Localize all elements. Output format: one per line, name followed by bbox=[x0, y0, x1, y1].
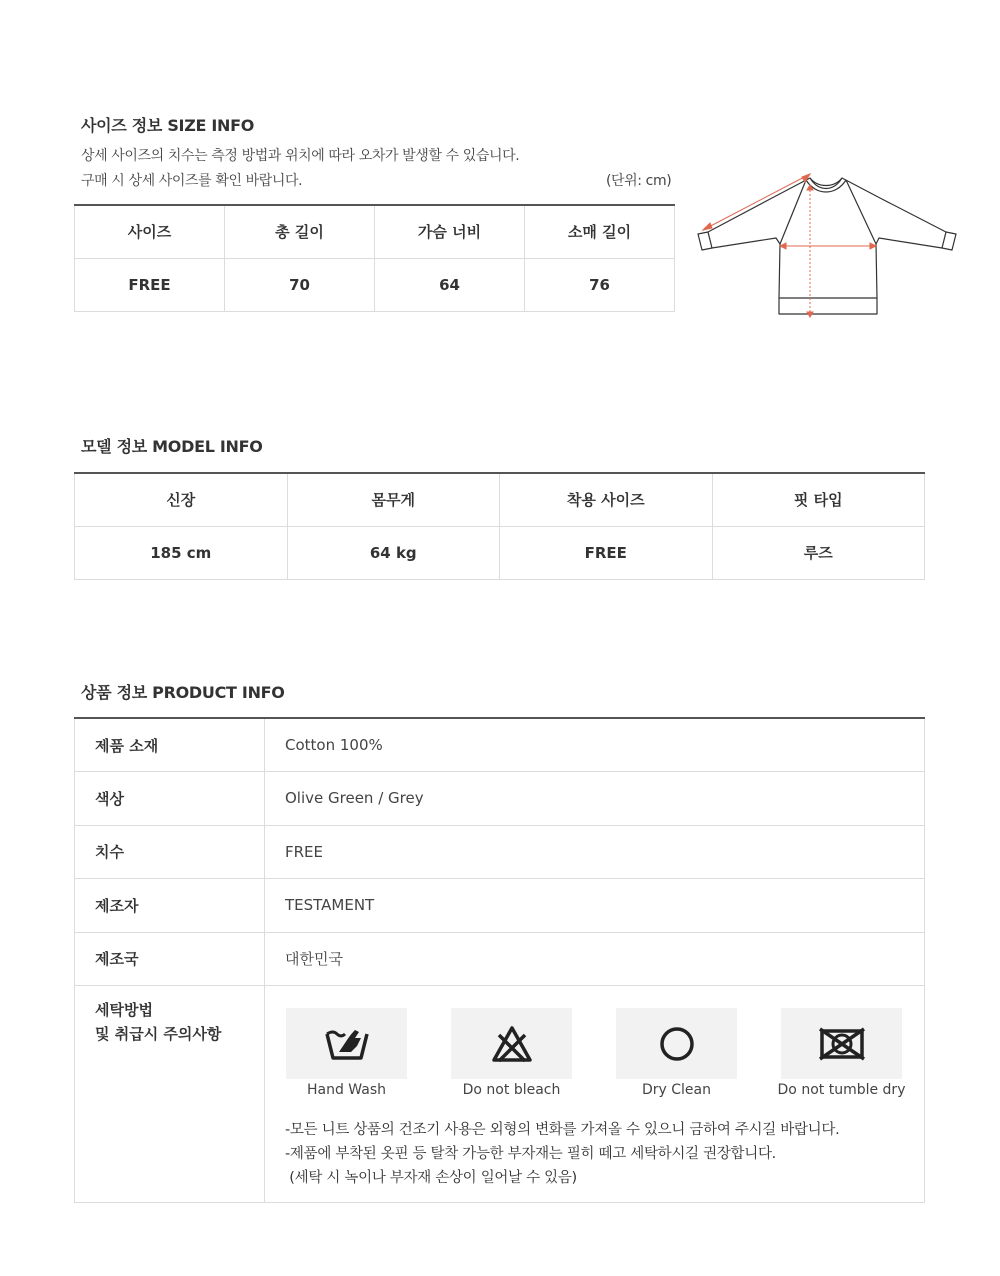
wash-note: -모든 니트 상품의 건조기 사용은 외형의 변화를 가져올 수 있으니 금하여 주시길 바랍니다. bbox=[285, 1122, 840, 1138]
sweater-measurement-illustration bbox=[694, 168, 960, 318]
wash-label-line-2: 및 취급시 주의사항 bbox=[95, 1025, 222, 1043]
product-label-size: 치수 bbox=[75, 825, 265, 879]
size-info-title: 사이즈 정보 SIZE INFO bbox=[81, 116, 255, 135]
size-cell: 70 bbox=[225, 258, 375, 311]
product-label-country: 제조국 bbox=[75, 932, 265, 986]
size-info-desc-1: 상세 사이즈의 치수는 측정 방법과 위치에 따라 오차가 발생할 수 있습니다. bbox=[81, 148, 520, 164]
wash-item-label: Do not tumble dry bbox=[777, 1082, 906, 1098]
product-value-manufacturer: TESTAMENT bbox=[265, 879, 925, 933]
size-table bbox=[74, 204, 675, 312]
size-header-cell: 소매 길이 bbox=[525, 205, 675, 258]
product-label-wash bbox=[75, 986, 265, 1203]
size-unit: (단위: cm) bbox=[606, 173, 672, 189]
wash-item-label: Do not bleach bbox=[462, 1082, 561, 1098]
size-cell: FREE bbox=[75, 258, 225, 311]
model-header-cell: 핏 타입 bbox=[712, 473, 925, 526]
dry-clean-icon bbox=[616, 1008, 737, 1079]
model-cell: FREE bbox=[500, 526, 713, 579]
wash-label-line-1: 세탁방법 bbox=[95, 1001, 153, 1019]
model-cell: 64 kg bbox=[287, 526, 500, 579]
model-cell: 루즈 bbox=[712, 526, 925, 579]
do-not-bleach-icon bbox=[451, 1008, 572, 1079]
wash-note: (세탁 시 녹이나 부자재 손상이 일어날 수 있음) bbox=[285, 1170, 577, 1186]
model-info-title: 모델 정보 MODEL INFO bbox=[81, 437, 263, 456]
product-value-color: Olive Green / Grey bbox=[265, 772, 925, 826]
size-header-cell: 총 길이 bbox=[225, 205, 375, 258]
model-cell: 185 cm bbox=[75, 526, 288, 579]
model-header-cell: 신장 bbox=[75, 473, 288, 526]
product-value-material: Cotton 100% bbox=[265, 718, 925, 772]
size-header-cell: 가슴 너비 bbox=[375, 205, 525, 258]
table-row bbox=[75, 718, 925, 772]
wash-item-label: Hand Wash bbox=[306, 1082, 386, 1098]
product-label-color: 색상 bbox=[75, 772, 265, 826]
size-cell: 76 bbox=[525, 258, 675, 311]
table-row bbox=[75, 932, 925, 986]
hand-wash-icon bbox=[286, 1008, 407, 1079]
wash-item-label: Dry Clean bbox=[641, 1082, 711, 1098]
table-row bbox=[75, 825, 925, 879]
size-cell: 64 bbox=[375, 258, 525, 311]
wash-notes bbox=[285, 1118, 839, 1190]
wash-icons bbox=[286, 1008, 906, 1098]
size-info-desc-2: 구매 시 상세 사이즈를 확인 바랍니다. bbox=[81, 173, 303, 189]
wash-item-dry-clean bbox=[616, 1008, 737, 1098]
wash-item-hand-wash bbox=[286, 1008, 407, 1098]
product-info-title: 상품 정보 PRODUCT INFO bbox=[81, 683, 285, 702]
table-row bbox=[75, 526, 925, 579]
table-row bbox=[75, 772, 925, 826]
product-label-manufacturer: 제조자 bbox=[75, 879, 265, 933]
do-not-tumble-dry-icon bbox=[781, 1008, 902, 1079]
wash-item-do-not-bleach bbox=[451, 1008, 572, 1098]
product-value-wash bbox=[265, 986, 925, 1203]
product-value-size: FREE bbox=[265, 825, 925, 879]
size-header-cell: 사이즈 bbox=[75, 205, 225, 258]
wash-item-do-not-tumble-dry bbox=[777, 1008, 906, 1098]
product-value-country: 대한민국 bbox=[265, 932, 925, 986]
product-label-material: 제품 소재 bbox=[75, 718, 265, 772]
wash-note: -제품에 부착된 옷핀 등 탈착 가능한 부자재는 필히 떼고 세탁하시길 권장합니다. bbox=[285, 1146, 776, 1162]
model-header-cell: 몸무게 bbox=[287, 473, 500, 526]
table-row bbox=[75, 879, 925, 933]
product-table bbox=[74, 717, 925, 1203]
size-table-header bbox=[75, 205, 675, 258]
table-row bbox=[75, 986, 925, 1203]
model-table-header bbox=[75, 473, 925, 526]
table-row bbox=[75, 258, 675, 311]
model-header-cell: 착용 사이즈 bbox=[500, 473, 713, 526]
model-table bbox=[74, 472, 925, 580]
